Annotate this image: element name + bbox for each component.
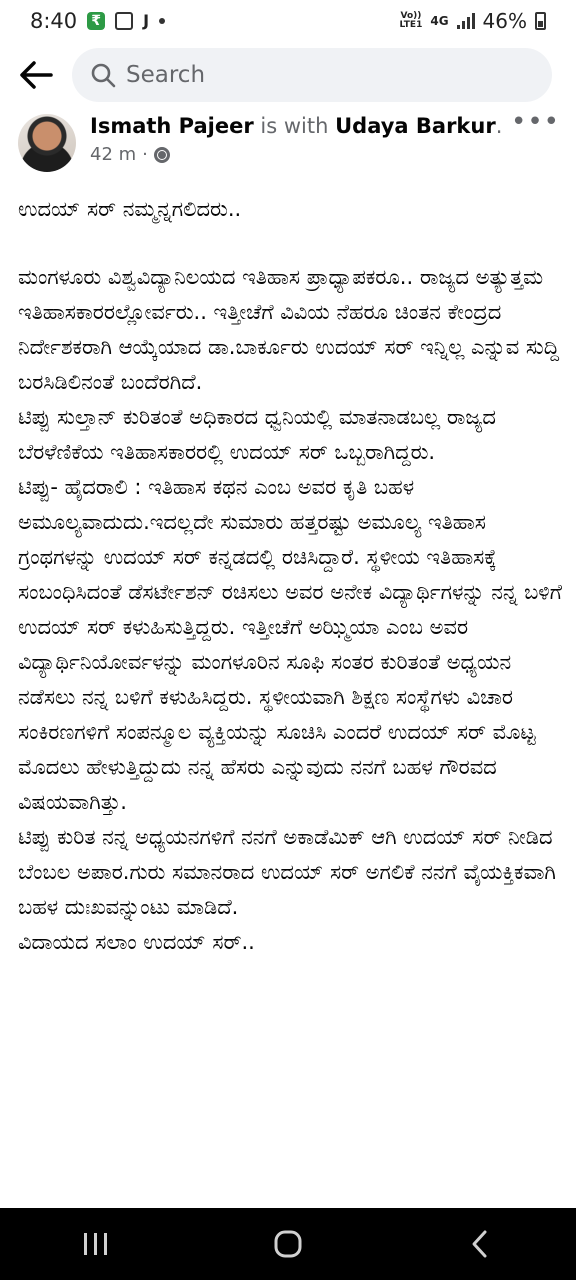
status-time: 8:40 <box>30 9 78 33</box>
network-type: 4G <box>430 14 449 28</box>
back-chevron-icon <box>470 1229 490 1259</box>
back-button[interactable] <box>16 55 56 95</box>
recent-apps-icon <box>81 1231 111 1257</box>
tagged-period: . <box>495 114 503 138</box>
top-bar <box>0 46 576 104</box>
post-header <box>0 107 576 176</box>
author-name[interactable]: Ismath Pajeer <box>90 114 254 138</box>
recent-apps-button[interactable] <box>66 1220 126 1268</box>
more-notifications-dot-icon <box>159 18 165 24</box>
system-back-button[interactable] <box>450 1220 510 1268</box>
gallery-notification-icon <box>115 12 133 30</box>
search-input[interactable] <box>72 48 552 102</box>
search-icon <box>90 62 116 88</box>
home-button[interactable] <box>258 1220 318 1268</box>
search-placeholder: Search <box>126 62 206 88</box>
status-right <box>400 9 546 33</box>
more-horizontal-icon: ••• <box>510 107 560 137</box>
meta-separator: · <box>142 144 148 165</box>
globe-icon <box>154 147 170 163</box>
app-j-notification-icon: J <box>143 11 150 30</box>
volte-indicator <box>400 12 423 30</box>
volte-bottom-label: LTE1 <box>399 20 423 30</box>
system-navigation-bar <box>0 1208 576 1280</box>
avatar[interactable] <box>18 114 76 172</box>
post-paragraph: ವಿದಾಯದ ಸಲಾಂ ಉದಯ್ ಸರ್.. <box>18 930 255 954</box>
author-line <box>90 112 502 140</box>
post-paragraph: ಉದಯ್ ಸರ್ ನಮ್ಮನ್ನಗಲಿದರು.. <box>18 197 242 221</box>
status-left <box>30 9 165 33</box>
post-body <box>18 192 566 960</box>
post-time[interactable]: 42 m <box>90 144 137 165</box>
arrow-left-icon <box>19 60 53 90</box>
post-paragraph: ಮಂಗಳೂರು ವಿಶ್ವವಿದ್ಯಾನಿಲಯದ ಇತಿಹಾಸ ಪ್ರಾಧ್ಯಾಪಕರೂ.. ರಾಜ್ಯದ ಅತ್ಯುತ್ತಮ ಇತಿಹಾಸಕಾರರಲ್ಲೋರ್ವರು.. ಇತ್ತೀಚೆಗೆ ವಿವಿಯ ನೆಹರೂ ಚಿಂತನ ಕೇಂದ್ರದ ನಿರ್ದೇಶಕರಾಗಿ ಆಯ್ಕೆಯಾದ ಡಾ.ಬಾರ್ಕೂರು ಉದಯ್ ಸರ್ ಇನ್ನಿಲ್ಲ ಎನ್ನುವ ಸುದ್ದಿ ಬರಸಿಡಿಲಿನಂತೆ ಬಂದೆರಗಿದೆ. <box>18 265 560 394</box>
home-icon <box>273 1229 303 1259</box>
status-bar <box>0 0 576 42</box>
post-paragraph: ಟಿಪ್ಪು- ಹೈದರಾಲಿ : ಇತಿಹಾಸ ಕಥನ ಎಂಬ ಅವರ ಕೃತಿ ಬಹಳ ಅಮೂಲ್ಯವಾದುದು.ಇದಲ್ಲದೇ ಸುಮಾರು ಹತ್ತರಷ್ಟು ಅಮೂಲ್ಯ ಇತಿಹಾಸ ಗ್ರಂಥಗಳನ್ನು ಉದಯ್ ಸರ್ ಕನ್ನಡದಲ್ಲಿ ರಚಿಸಿದ್ದಾರೆ. ಸ್ಥಳೀಯ ಇತಿಹಾಸಕ್ಕೆ ಸಂಬಂಧಿಸಿದಂತೆ ಡೆಸರ್ಟೇಶನ್ ರಚಿಸಲು ಅವರ ಅನೇಕ ವಿದ್ಯಾರ್ಥಿಗಳನ್ನು ನನ್ನ ಬಳಿಗೆ ಉದಯ್ ಸರ್ ಕಳುಹಿಸುತ್ತಿದ್ದರು. ಇತ್ತೀಚೆಗೆ ಅಝ್ಮಿಯಾ ಎಂಬ ಅವರ ವಿದ್ಯಾರ್ಥಿನಿಯೋರ್ವಳನ್ನು ಮಂಗಳೂರಿನ ಸೂಫಿ ಸಂತರ ಕುರಿತಂತೆ ಅಧ್ಯಯನ ನಡೆಸಲು ನನ್ನ ಬಳಿಗೆ ಕಳುಹಿಸಿದ್ದರು. ಸ್ಥಳೀಯವಾಗಿ ಶಿಕ್ಷಣ ಸಂಸ್ಥೆಗಳು ವಿಚಾರ ಸಂಕಿರಣಗಳಿಗೆ ಸಂಪನ್ಮೂಲ ವ್ಯಕ್ತಿಯನ್ನು ಸೂಚಿಸಿ ಎಂದರೆ ಉದಯ್ ಸರ್ ಮೊಟ್ಟ ಮೊದಲು ಹೇಳುತ್ತಿದ್ದುದು ನನ್ನ ಹೆಸರು ಎನ್ನುವುದು ನನಗೆ ಬಹಳ ಗೌರವದ ವಿಷಯವಾಗಿತ್ತು. <box>18 475 562 814</box>
battery-icon <box>535 12 546 30</box>
post-paragraph: ಟಿಪ್ಪು ಕುರಿತ ನನ್ನ ಅಧ್ಯಯನಗಳಿಗೆ ನನಗೆ ಅಕಾಡೆಮಿಕ್ ಆಗಿ ಉದಯ್ ಸರ್ ನೀಡಿದ ಬೆಂಬಲ ಅಪಾರ.ಗುರು ಸಮಾನರಾದ ಉದಯ್ ಸರ್ ಅಗಲಿಕೆ ನನಗೆ ವೈಯಕ್ತಿಕವಾಗಿ ಬಹಳ ದುಃಖವನ್ನುಂಟು ಮಾಡಿದೆ. <box>18 825 556 919</box>
post-paragraph: ಟಿಪ್ಪು ಸುಲ್ತಾನ್ ಕುರಿತಂತೆ ಅಧಿಕಾರದ ಧ್ವನಿಯಲ್ಲಿ ಮಾತನಾಡಬಲ್ಲ ರಾಜ್ಯದ ಬೆರಳೆಣಿಕೆಯ ಇತಿಹಾಸಕಾರರಲ್ಲಿ ಉದಯ್ ಸರ್ ಒಬ್ಬರಾಗಿದ್ದರು. <box>18 405 496 464</box>
more-options-button[interactable] <box>510 107 560 137</box>
app-notification-icon: ₹ <box>87 12 105 30</box>
paragraph-spacer <box>18 227 566 260</box>
volte-top-label: Vo)) <box>400 11 422 21</box>
signal-strength-icon <box>457 13 475 29</box>
with-text: is with <box>260 114 329 138</box>
post-meta <box>90 144 170 165</box>
battery-percent: 46% <box>482 9 527 33</box>
tagged-name[interactable]: Udaya Barkur <box>335 114 496 138</box>
